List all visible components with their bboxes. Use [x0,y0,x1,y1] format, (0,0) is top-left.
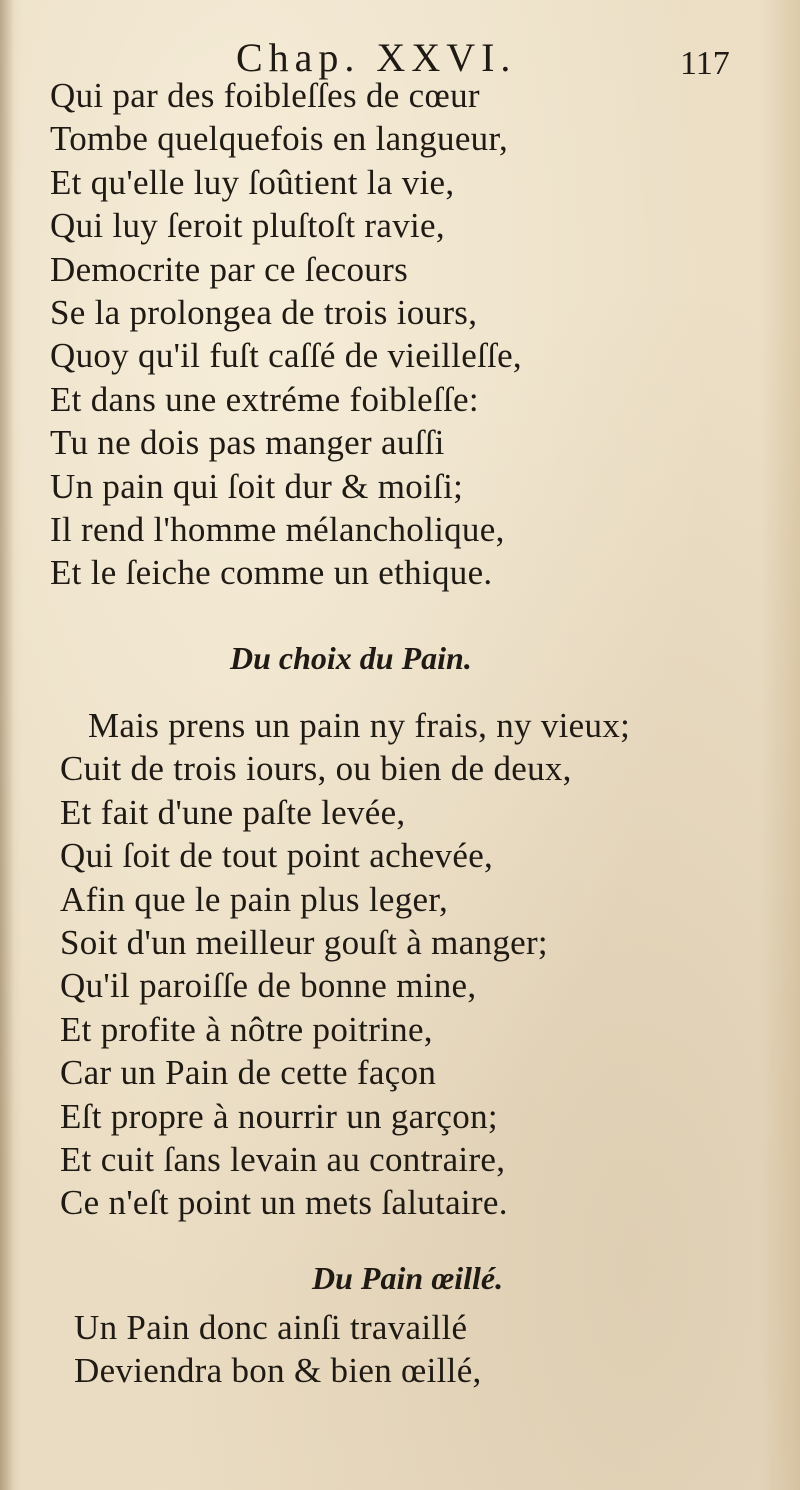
verse-line: Car un Pain de cette façon [60,1053,437,1093]
section-heading-choix-du-pain: Du choix du Pain. [230,640,472,676]
stanza-3 [0,1306,800,1393]
verse-line: Et dans une extréme foibleſſe: [50,379,479,419]
verse-line: Democrite par ce ſecours [50,249,408,289]
verse-line: Mais prens un pain ny frais, ny vieux; [88,706,631,745]
stanza-1 [0,74,800,595]
verse-line: Tu ne dois pas manger auſſi [50,423,445,463]
verse-line: Soit d'un meilleur gouſt à manger; [60,923,548,963]
verse-line: Se la prolongea de trois iours, [50,293,478,333]
verse-line: Et le ſeiche comme un ethique. [50,553,493,593]
verse-line: Deviendra bon & bien œillé, [74,1351,482,1391]
verse-line: Qui ſoit de tout point achevée, [60,836,494,876]
verse-line: Il rend l'homme mélancholique, [50,510,505,550]
section-heading-pain-oeille: Du Pain œillé. [312,1260,504,1296]
verse-line: Et profite à nôtre poitrine, [60,1009,433,1049]
verse-line: Et qu'elle luy ſoûtient la vie, [50,162,455,202]
verse-line: Ce n'eſt point un mets ſalutaire. [60,1183,508,1223]
stanza-2 [0,704,800,1225]
verse-line: Eſt propre à nourrir un garçon; [60,1096,498,1136]
verse-line: Et cuit ſans levain au contraire, [60,1140,506,1180]
verse-line: Tombe quelquefois en langueur, [50,119,509,159]
running-head: Chap. XXVI. [236,35,517,80]
verse-line: Afin que le pain plus leger, [60,879,448,919]
verse-line: Qui par des foibleſſes de cœur [50,76,480,115]
verse-line: Un pain qui ſoit dur & moiſi; [50,466,464,506]
verse-line: Quoy qu'il fuſt caſſé de vieilleſſe, [50,336,522,376]
verse-line: Et fait d'une paſte levée, [60,792,406,832]
verse-line: Cuit de trois iours, ou bien de deux, [60,749,572,789]
verse-line: Un Pain donc ainſi travaillé [74,1308,468,1347]
verse-line: Qui luy ſeroit pluſtoſt ravie, [50,206,445,246]
verse-line: Qu'il paroiſſe de bonne mine, [60,966,477,1006]
page-number: 117 [680,45,730,82]
